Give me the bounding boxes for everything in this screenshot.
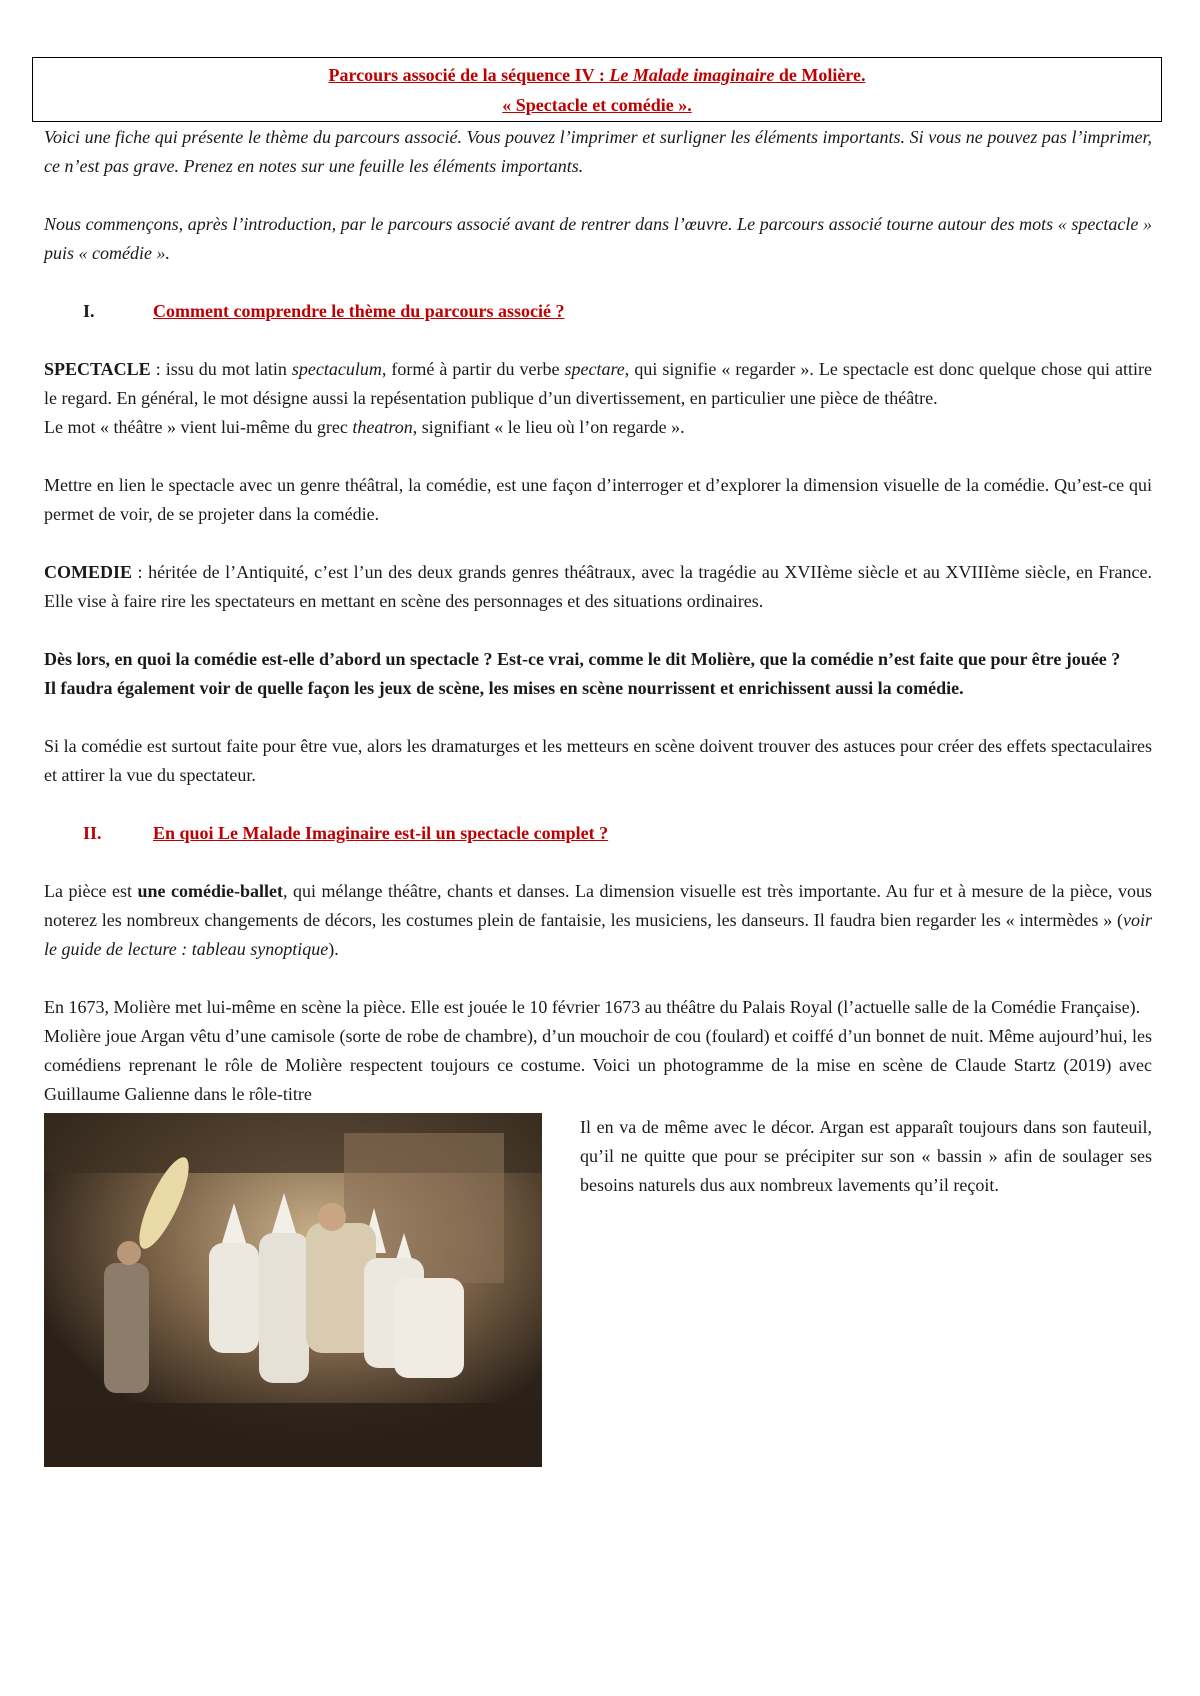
term-spectacle: SPECTACLE xyxy=(44,359,151,379)
theatre-etymology: Le mot « théâtre » vient lui-même du grec theatron, signifiant « le lieu où l’on regarde ». xyxy=(44,417,685,437)
section-number: I. xyxy=(83,301,95,321)
document-title-box xyxy=(32,57,1162,122)
closing-paragraph: Si la comédie est surtout faite pour être vue, alors les dramaturges et les metteurs en scène doivent trouver des astuces pour créer des effets spectaculaires et attirer la vue du spectateur. xyxy=(44,736,1152,785)
latin-word: spectaculum xyxy=(291,359,382,379)
problem-question-1: Dès lors, en quoi la comédie est-elle d’abord un spectacle ? Est-ce vrai, comme le dit Molière, que la comédie n’est faite que pour être jouée ? xyxy=(44,649,1121,669)
term-comedie: COMEDIE xyxy=(44,562,133,582)
intro-paragraph-1: Voici une fiche qui présente le thème du parcours associé. Vous pouvez l’imprimer et surligner les éléments importants. Si vous ne pouvez pas l’imprimer, ce n’est pas grave. Prenez en notes sur une feuille les éléments importants. xyxy=(44,127,1152,176)
spectacle-definition: SPECTACLE : issu du mot latin spectaculum, formé à partir du verbe spectare, qui signifie « regarder ». Le spectacle est donc quelque chose qui attire le regard. En général, le mot désigne aussi la repésentation publique d’un divertissement, en particulier une pièce de théâtre. xyxy=(44,359,1152,408)
section-heading-1 xyxy=(44,297,1152,326)
costume-paragraph: Molière joue Argan vêtu d’une camisole (sorte de robe de chambre), d’un mouchoir de cou (foulard) et coiffé d’un bonnet de nuit. Même aujourd’hui, les comédiens reprenant le rôle de Molière respectent toujours ce costume. Voici un photogramme de la mise en scène de Claude Startz (2019) avec Guillaume Galienne dans le rôle-titre xyxy=(44,1026,1152,1104)
title-line-1 xyxy=(33,60,1161,90)
comedie-ballet-paragraph: La pièce est une comédie-ballet, qui mélange théâtre, chants et danses. La dimension visuelle est très importante. Au fur et à mesure de la pièce, vous noterez les nombreux changements de décors, les costumes plein de fantaisie, les musiciens, les danseurs. Il faudra bien regarder les « intermèdes » (voir le guide de lecture : tableau synoptique). xyxy=(44,881,1153,959)
title-work: Le Malade imaginaire xyxy=(609,65,775,85)
title-suffix: de Molière. xyxy=(774,65,866,85)
link-paragraph: Mettre en lien le spectacle avec un genre théâtral, la comédie, est une façon d’interroger et d’explorer la dimension visuelle de la comédie. Qu’est-ce qui permet de voir, de se projeter dans la comédie. xyxy=(44,475,1152,524)
title-prefix: Parcours associé de la séquence IV : xyxy=(328,65,610,85)
stage-photo xyxy=(44,1113,542,1467)
decor-paragraph: Il en va de même avec le décor. Argan est apparaît toujours dans son fauteuil, qu’il ne quitte que pour se précipiter sur son « bassin » afin de soulager ses besoins naturels dus aux nombreux lavements qu’il reçoit. xyxy=(580,1117,1152,1195)
photo-caption-text xyxy=(580,1113,1152,1467)
section-title: Comment comprendre le thème du parcours associé ? xyxy=(153,301,565,321)
latin-verb: spectare xyxy=(564,359,625,379)
section-title: En quoi Le Malade Imaginaire est-il un spectacle complet ? xyxy=(153,823,609,843)
title-line-2: « Spectacle et comédie ». xyxy=(502,95,692,115)
stage-photo-image xyxy=(44,1113,542,1467)
history-paragraph: En 1673, Molière met lui-même en scène la pièce. Elle est jouée le 10 février 1673 au théâtre du Palais Royal (l’actuelle salle de la Comédie Française). xyxy=(44,997,1141,1017)
section-number: II. xyxy=(83,823,102,843)
section-heading-2 xyxy=(44,819,1152,848)
comedie-definition: COMEDIE : héritée de l’Antiquité, c’est l’un des deux grands genres théâtraux, avec la tragédie au XVIIème siècle et au XVIIIème siècle, en France. Elle vise à faire rire les spectateurs en mettant en scène des personnages et des situations ordinaires. xyxy=(44,562,1152,611)
intro-paragraph-2: Nous commençons, après l’introduction, par le parcours associé avant de rentrer dans l’œuvre. Le parcours associé tourne autour des mots « spectacle » puis « comédie ». xyxy=(44,214,1152,263)
problem-question-2: Il faudra également voir de quelle façon les jeux de scène, les mises en scène nourrissent et enrichissent aussi la comédie. xyxy=(44,678,964,698)
photo-row xyxy=(44,1113,1152,1467)
greek-word: theatron xyxy=(352,417,413,437)
document-page xyxy=(44,57,1152,1467)
